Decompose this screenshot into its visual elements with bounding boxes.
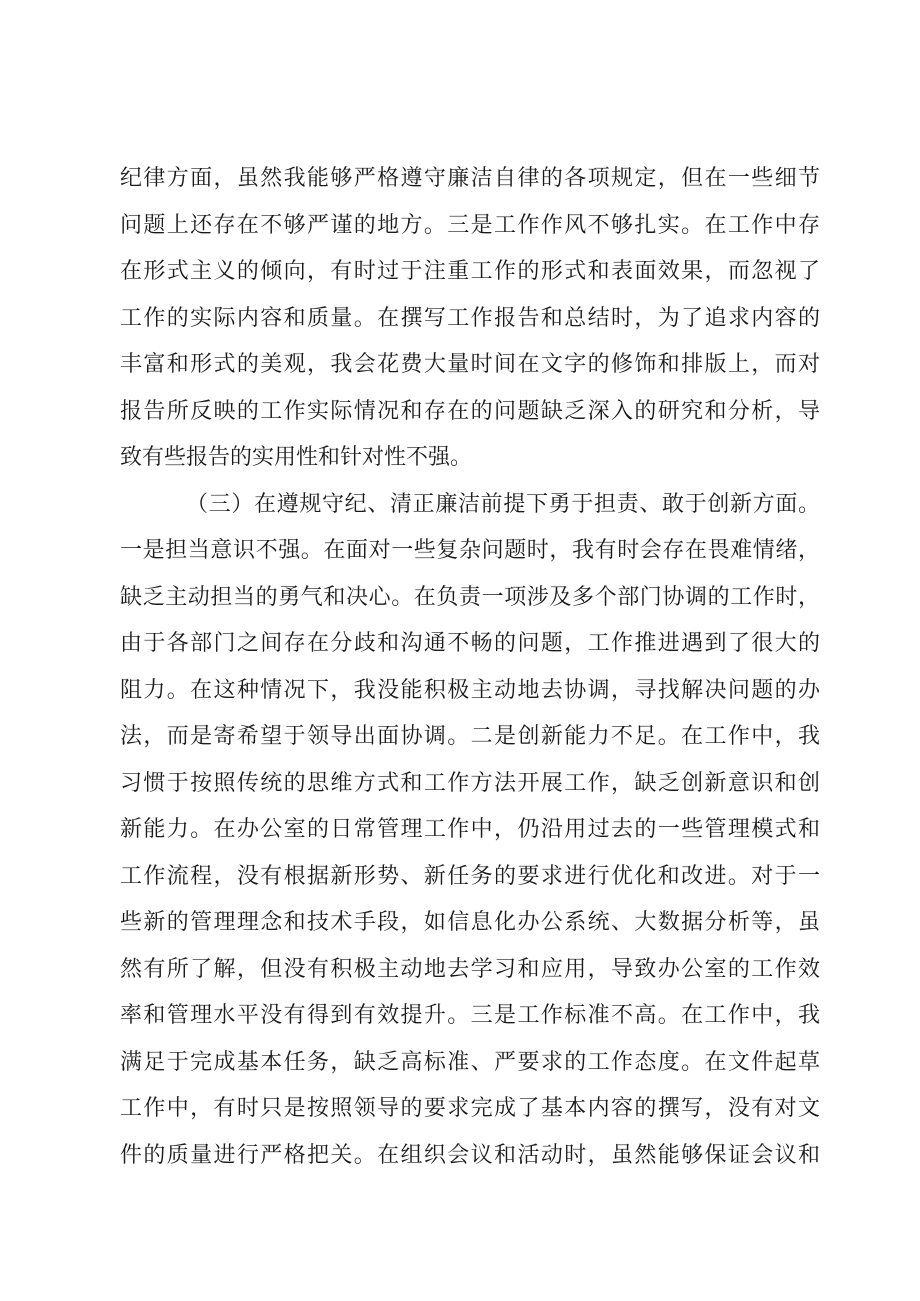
text-line: 工作的实际内容和质量。在撰写工作报告和总结时，为了追求内容的 [120, 305, 820, 331]
paragraph-section-three [120, 482, 820, 1180]
text-line: 一是担当意识不强。在面对一些复杂问题时，我有时会存在畏难情绪， [120, 538, 820, 563]
text-line: 率和管理水平没有得到有效提升。三是工作标准不高。在工作中，我 [120, 1003, 820, 1028]
text-line: 法，而是寄希望于领导出面协调。二是创新能力不足。在工作中，我 [120, 724, 820, 749]
text-line: 由于各部门之间存在分歧和沟通不畅的问题，工作推进遇到了很大的 [120, 631, 820, 656]
paragraph-discipline-continued [120, 156, 820, 482]
text-line: 报告所反映的工作实际情况和存在的问题缺乏深入的研究和分析，导 [120, 398, 820, 424]
text-line: 些新的管理理念和技术手段，如信息化办公系统、大数据分析等，虽 [120, 910, 820, 935]
text-line: 新能力。在办公室的日常管理工作中，仍沿用过去的一些管理模式和 [120, 817, 820, 842]
text-line: 致有些报告的实用性和针对性不强。 [120, 445, 473, 470]
text-line: 工作中，有时只是按照领导的要求完成了基本内容的撰写，没有对文 [120, 1096, 820, 1121]
text-line: 件的质量进行严格把关。在组织会议和活动时，虽然能够保证会议和 [120, 1142, 820, 1168]
text-line: 工作流程，没有根据新形势、新任务的要求进行优化和改进。对于一 [120, 863, 820, 889]
text-line: 习惯于按照传统的思维方式和工作方法开展工作，缺乏创新意识和创 [120, 770, 820, 796]
document-body [120, 156, 820, 1179]
text-line: 纪律方面，虽然我能够严格遵守廉洁自律的各项规定，但在一些细节 [120, 166, 820, 191]
text-line: 阻力。在这种情况下，我没能积极主动地去协调，寻找解决问题的办 [120, 677, 820, 703]
text-line: 丰富和形式的美观，我会花费大量时间在文字的修饰和排版上，而对 [120, 352, 820, 377]
text-line: 问题上还存在不够严谨的地方。三是工作作风不够扎实。在工作中存 [120, 212, 820, 238]
text-line: 然有所了解，但没有积极主动地去学习和应用，导致办公室的工作效 [120, 956, 820, 982]
text-line: 满足于完成基本任务，缺乏高标准、严要求的工作态度。在文件起草 [120, 1049, 820, 1075]
text-line: 在形式主义的倾向，有时过于注重工作的形式和表面效果，而忽视了 [120, 259, 820, 284]
text-line: 缺乏主动担当的勇气和决心。在负责一项涉及多个部门协调的工作时， [120, 584, 820, 610]
section-heading-line: （三）在遵规守纪、清正廉洁前提下勇于担责、敢于创新方面。 [186, 491, 820, 517]
